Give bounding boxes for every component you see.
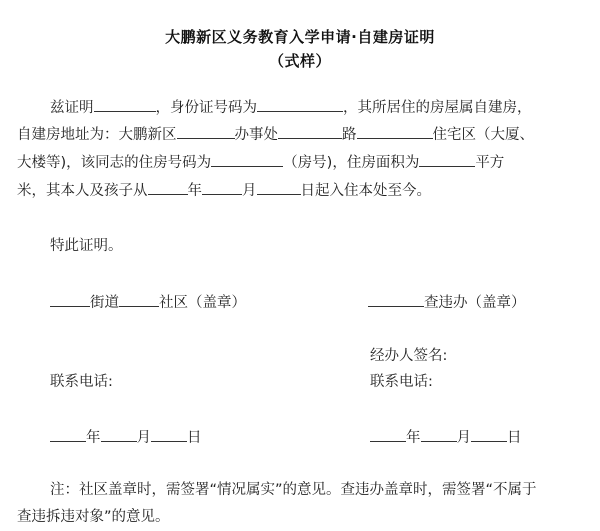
day-blank[interactable] bbox=[471, 427, 507, 442]
body-line-1 bbox=[50, 97, 532, 118]
move-in-month-blank[interactable] bbox=[202, 180, 242, 195]
body-line-2 bbox=[17, 124, 534, 145]
area-blank[interactable] bbox=[419, 152, 475, 167]
community-date-line bbox=[50, 427, 202, 448]
street-label: 街道 bbox=[90, 295, 119, 311]
day-label: 日 bbox=[507, 430, 522, 446]
office-phone-label: 联系电话: bbox=[370, 374, 433, 390]
office-date-line bbox=[370, 427, 522, 448]
note-line-1: 注：社区盖章时，需签署“情况属实”的意见。查违办盖章时，需签署“不属于 bbox=[50, 482, 537, 498]
body-text: ，其所居住的房屋属自建房， bbox=[343, 100, 532, 116]
road-blank[interactable] bbox=[278, 124, 342, 139]
office-blank[interactable] bbox=[368, 292, 424, 307]
month-blank[interactable] bbox=[421, 427, 457, 442]
body-text: 兹证明 bbox=[50, 100, 94, 116]
body-text: 自建房地址为：大鹏新区 bbox=[17, 127, 177, 143]
month-label: 月 bbox=[456, 430, 471, 446]
body-text: 日起入住本处至今。 bbox=[300, 183, 431, 199]
year-label: 年 bbox=[406, 430, 421, 446]
name-blank[interactable] bbox=[94, 97, 156, 112]
year-blank[interactable] bbox=[370, 427, 406, 442]
body-text: 平方 bbox=[475, 155, 505, 171]
office-stamp-label: 查违办（盖章） bbox=[424, 295, 526, 311]
month-label: 月 bbox=[136, 430, 151, 446]
day-blank[interactable] bbox=[151, 427, 187, 442]
move-in-day-blank[interactable] bbox=[257, 180, 301, 195]
room-number-blank[interactable] bbox=[211, 152, 283, 167]
document-title: 大鹏新区义务教育入学申请·自建房证明 bbox=[165, 28, 435, 46]
month-blank[interactable] bbox=[101, 427, 137, 442]
community-blank[interactable] bbox=[119, 292, 159, 307]
closing-statement: 特此证明。 bbox=[50, 238, 123, 254]
body-text: 住宅区（大厦、 bbox=[432, 127, 534, 143]
body-text: 年 bbox=[187, 183, 202, 199]
community-phone-label: 联系电话: bbox=[50, 374, 113, 390]
subdistrict-blank[interactable] bbox=[177, 124, 235, 139]
body-line-3 bbox=[17, 152, 504, 173]
body-text: （房号)，住房面积为 bbox=[283, 155, 420, 171]
document-subtitle: （式样） bbox=[268, 52, 331, 70]
residence-blank[interactable] bbox=[357, 124, 433, 139]
body-text: 办事处 bbox=[234, 127, 278, 143]
community-stamp-line bbox=[50, 292, 246, 313]
office-stamp-line bbox=[368, 292, 526, 313]
street-blank[interactable] bbox=[50, 292, 90, 307]
body-text: 路 bbox=[342, 127, 357, 143]
handler-signature-label: 经办人签名: bbox=[370, 348, 448, 364]
day-label: 日 bbox=[187, 430, 202, 446]
move-in-year-blank[interactable] bbox=[148, 180, 188, 195]
year-blank[interactable] bbox=[50, 427, 86, 442]
body-text: 大楼等)，该同志的住房号码为 bbox=[17, 155, 212, 171]
community-stamp-label: 社区（盖章） bbox=[159, 295, 246, 311]
body-line-4 bbox=[17, 180, 431, 201]
note-line-2: 查违拆违对象”的意见。 bbox=[17, 509, 170, 525]
body-text: 月 bbox=[242, 183, 257, 199]
year-label: 年 bbox=[86, 430, 101, 446]
body-text: ，身份证号码为 bbox=[155, 100, 257, 116]
id-number-blank[interactable] bbox=[257, 97, 343, 112]
body-text: 米，其本人及孩子从 bbox=[17, 183, 148, 199]
